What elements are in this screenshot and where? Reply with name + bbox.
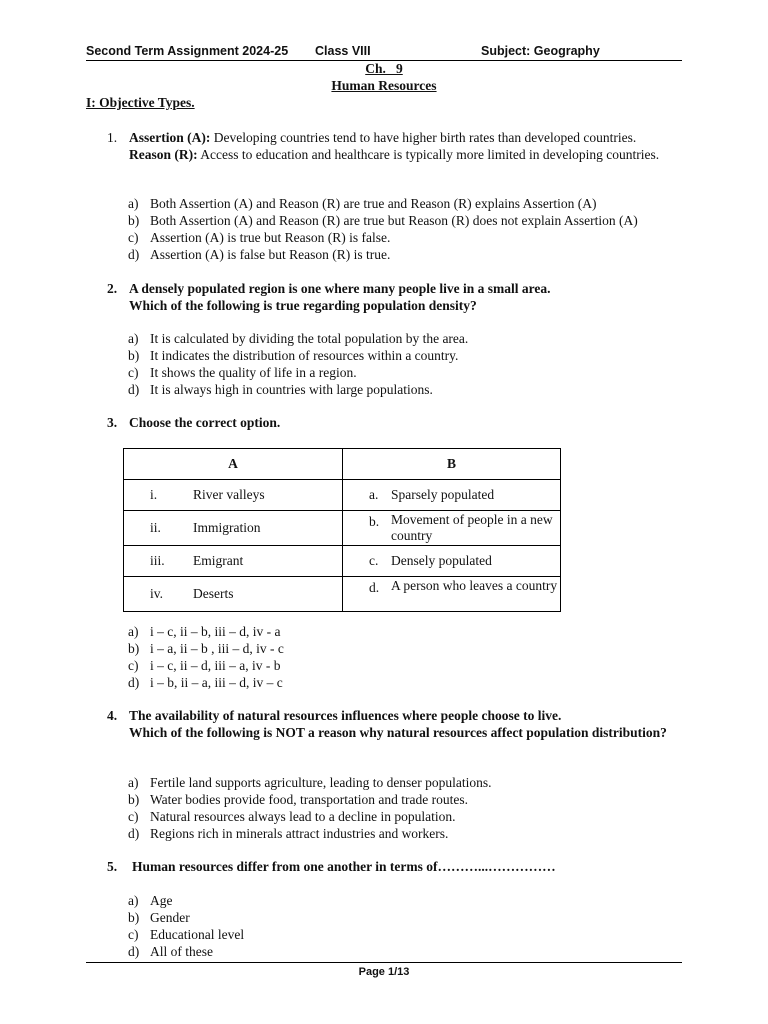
option-letter: b): [128, 213, 140, 228]
option-d: [128, 943, 688, 960]
option-letter: d): [128, 247, 140, 262]
option-text: Assertion (A) is true but Reason (R) is false.: [150, 230, 391, 245]
option-letter: d): [128, 675, 140, 690]
option-b: [128, 212, 688, 229]
option-text: All of these: [150, 944, 213, 959]
question-text: Choose the correct option.: [129, 415, 281, 430]
row-term: Immigration: [193, 520, 261, 535]
option-letter: a): [128, 331, 139, 346]
footer-divider: [86, 962, 682, 963]
option-text: Educational level: [150, 927, 245, 942]
row-definition: Movement of people in a new country: [391, 512, 553, 543]
chapter-title: Human Resources: [331, 78, 437, 93]
question-4-options: [128, 774, 688, 842]
option-c: [128, 926, 688, 943]
question-text: Human resources differ from one another in terms of………...……………: [132, 859, 556, 874]
option-letter: a): [128, 775, 139, 790]
option-text: i – b, ii – a, iii – d, iv – c: [150, 675, 283, 690]
option-text: Both Assertion (A) and Reason (R) are true but Reason (R) does not explain Assertion (A): [150, 213, 638, 228]
option-d: [128, 674, 688, 691]
question-text: Which of the following is NOT a reason why natural resources affect population distribution?: [129, 725, 667, 740]
row-letter: a.: [369, 487, 379, 502]
option-a: [128, 330, 688, 347]
option-letter: c): [128, 230, 139, 245]
row-number: iv.: [150, 586, 163, 601]
option-text: It is calculated by dividing the total population by the area.: [150, 331, 469, 346]
question-number: 1.: [107, 130, 118, 145]
option-letter: a): [128, 893, 139, 908]
row-letter: b.: [369, 514, 380, 529]
option-letter: d): [128, 944, 140, 959]
option-b: [128, 791, 688, 808]
option-letter: c): [128, 809, 139, 824]
option-letter: b): [128, 641, 140, 656]
option-b: [128, 347, 688, 364]
class-label: Class VIII: [315, 44, 371, 58]
option-c: [128, 364, 688, 381]
question-text: The availability of natural resources influences where people choose to live.: [129, 708, 562, 723]
row-number: ii.: [150, 520, 161, 535]
option-d: [128, 825, 688, 842]
row-number: iii.: [150, 553, 165, 568]
option-text: Fertile land supports agriculture, leading to denser populations.: [150, 775, 492, 790]
question-3-options: [128, 623, 688, 691]
assertion-label: Assertion (A):: [129, 130, 211, 145]
row-number: i.: [150, 487, 158, 502]
table-row: [124, 577, 561, 612]
question-number: 4.: [107, 708, 118, 723]
reason-text: Access to education and healthcare is typically more limited in developing countries.: [197, 147, 660, 162]
option-letter: d): [128, 382, 140, 397]
option-a: [128, 195, 688, 212]
section-title: I: Objective Types.: [86, 95, 195, 110]
option-text: Natural resources always lead to a decline in population.: [150, 809, 456, 824]
option-letter: b): [128, 910, 140, 925]
document-header: [86, 44, 682, 61]
option-text: Assertion (A) is false but Reason (R) is true.: [150, 247, 391, 262]
table-row: [124, 480, 561, 511]
option-a: [128, 774, 688, 791]
row-definition: Densely populated: [391, 553, 492, 568]
option-d: [128, 246, 688, 263]
question-number: 3.: [107, 415, 118, 430]
question-number: 2.: [107, 281, 118, 296]
option-letter: d): [128, 826, 140, 841]
option-text: It shows the quality of life in a region.: [150, 365, 357, 380]
option-c: [128, 229, 688, 246]
option-text: It is always high in countries with large populations.: [150, 382, 433, 397]
question-5: [107, 858, 677, 875]
option-letter: a): [128, 196, 139, 211]
subject-label: Subject: Geography: [481, 44, 600, 58]
row-definition: A person who leaves a country: [391, 578, 558, 593]
option-text: i – a, ii – b , iii – d, iv - c: [150, 641, 284, 656]
option-a: [128, 623, 688, 640]
option-d: [128, 381, 688, 398]
chapter-number: Ch. 9: [365, 61, 403, 76]
question-text: Which of the following is true regarding population density?: [129, 298, 477, 313]
option-letter: c): [128, 927, 139, 942]
option-c: [128, 808, 688, 825]
column-b-header: B: [343, 449, 561, 480]
question-4: [107, 707, 677, 741]
row-term: Emigrant: [193, 553, 244, 568]
question-1-options: [128, 195, 688, 263]
row-term: Deserts: [193, 586, 234, 601]
page-number: Page 1/13: [358, 966, 410, 978]
option-text: Age: [150, 893, 173, 908]
option-text: i – c, ii – b, iii – d, iv - a: [150, 624, 281, 639]
option-text: It indicates the distribution of resources within a country.: [150, 348, 459, 363]
table-row: [124, 546, 561, 577]
row-definition: Sparsely populated: [391, 487, 495, 502]
question-5-options: [128, 892, 688, 960]
row-letter: d.: [369, 580, 380, 595]
table-row: [124, 511, 561, 546]
assignment-title: Second Term Assignment 2024-25: [86, 44, 289, 58]
option-letter: b): [128, 792, 140, 807]
question-2-options: [128, 330, 688, 398]
question-1: [107, 129, 677, 163]
match-table: [123, 448, 561, 612]
option-text: i – c, ii – d, iii – a, iv - b: [150, 658, 281, 673]
option-letter: c): [128, 365, 139, 380]
question-number: 5.: [107, 859, 118, 874]
option-text: Water bodies provide food, transportation and trade routes.: [150, 792, 468, 807]
question-text: A densely populated region is one where many people live in a small area.: [129, 281, 551, 296]
option-text: Regions rich in minerals attract industries and workers.: [150, 826, 449, 841]
question-2: [107, 280, 677, 314]
option-letter: c): [128, 658, 139, 673]
option-c: [128, 657, 688, 674]
option-text: Gender: [150, 910, 190, 925]
assertion-text: Developing countries tend to have higher birth rates than developed countries.: [210, 130, 637, 145]
option-letter: a): [128, 624, 139, 639]
reason-label: Reason (R):: [129, 147, 198, 162]
row-letter: c.: [369, 553, 379, 568]
option-letter: b): [128, 348, 140, 363]
question-3: [107, 414, 677, 431]
row-term: River valleys: [193, 487, 265, 502]
option-text: Both Assertion (A) and Reason (R) are true and Reason (R) explains Assertion (A): [150, 196, 597, 211]
option-a: [128, 892, 688, 909]
option-b: [128, 909, 688, 926]
option-b: [128, 640, 688, 657]
column-a-header: A: [124, 449, 343, 480]
